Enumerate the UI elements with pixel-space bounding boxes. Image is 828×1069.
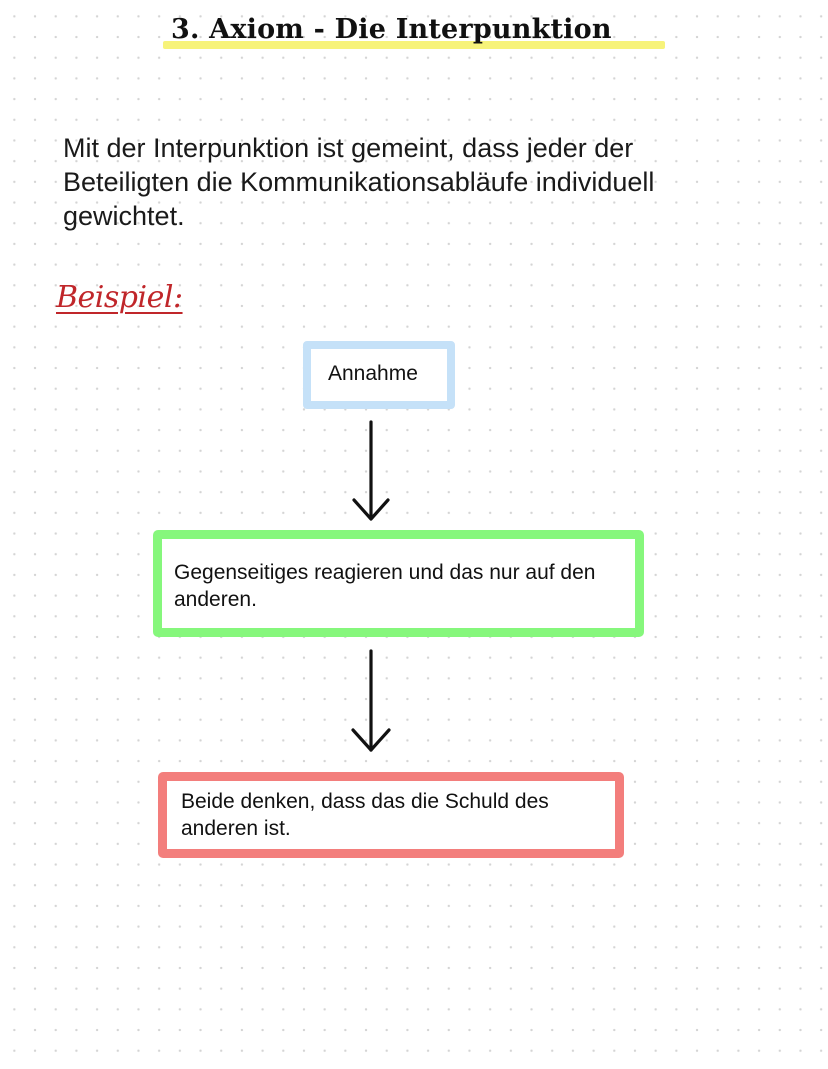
node-text-assumption: Annahme xyxy=(328,362,418,385)
diagram-node-blame xyxy=(158,772,624,858)
page-title-block xyxy=(163,12,665,52)
intro-paragraph: Mit der Interpunktion ist gemeint, dass jeder der Beteiligten die Kommunikationsabläufe individuell gewichtet. xyxy=(63,133,655,231)
example-label: Beispiel: xyxy=(56,280,183,315)
page-title: 3. Axiom - Die Interpunktion xyxy=(171,14,612,45)
diagram-node-mutual-reaction xyxy=(153,530,644,637)
node-text-mutual-reaction: Gegenseitiges reagieren und das nur auf den anderen. xyxy=(174,561,596,611)
arrow-down-icon xyxy=(350,420,394,526)
diagram-node-assumption xyxy=(303,341,455,409)
arrow-down-icon xyxy=(350,648,394,758)
node-text-blame: Beide denken, dass das die Schuld des anderen ist. xyxy=(181,790,549,840)
